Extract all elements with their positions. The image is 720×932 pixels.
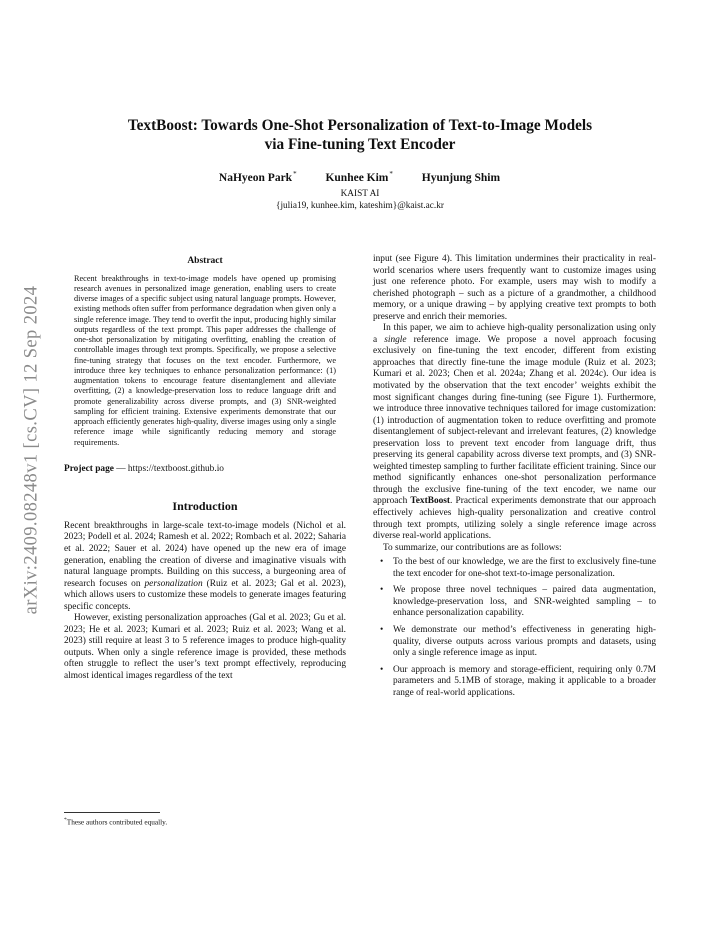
affiliation-block: [80, 188, 640, 212]
author: Hyunjung Shim: [421, 171, 501, 184]
author: Kunhee Kim*: [325, 170, 393, 184]
affiliation: KAIST AI: [340, 189, 380, 199]
abstract-heading: Abstract: [187, 256, 223, 266]
list-item: • We propose three novel techniques – paired data augmentation, knowledge-preservation loss, and SNR-weighted sampling – to enhance personalization capability.: [373, 585, 656, 620]
author: NaHyeon Park*: [218, 170, 297, 184]
title-line-2: via Fine-tuning Text Encoder: [264, 136, 456, 153]
author-list: [80, 170, 640, 184]
right-column: [373, 254, 656, 704]
contributions-lead: To summarize, our contributions are as follows:: [383, 542, 562, 553]
paper-title: [80, 116, 640, 154]
footnote-rule: [64, 812, 160, 813]
footnote: *These authors contributed equally.: [64, 812, 346, 826]
arxiv-sidebar: [12, 220, 52, 680]
intro-paragraph-4: In this paper, we aim to achieve high-quality personalization using only a single reference image. We propose a novel approach focusing exclusively on fine-tuning the text encoder, different from existing approaches that directly fine-tune the image module (Ruiz et al. 2023; Kumari et al. 2023; Chen et al. 2024a; Zhang et al. 2024c). Our idea is motivated by the observation that the text encoder’ weights exhibit the most significant changes during fine-tuning (see Figure 1). Furthermore, we introduce three innovative techniques tailored for image customization: (1) introduction of augmentation token to reduce overfitting and promote disentanglement of subject-relevant and irrelevant features, (2) knowledge preservation loss to prevent text encoder from language drift, thus preserving its general capability across diverse text prompts, and (3) SNR-weighted timestep sampling to further facilitate efficient training. Since our method significantly enhances one-shot personalization performance through the exclusive fine-tuning of the text encoder, we name our approach TextBoost. Practical experiments demonstrate that our approach effectively achieves high-quality personalization and creative control through text prompts, utilizing solely a single reference image across diverse real-world applications.: [373, 323, 657, 542]
intro-paragraph-3: input (see Figure 4). This limitation undermines their practicality in real-world scenarios where users frequently want to customize images using just one reference photo. For example, users may wish to modify a cherished photograph – such as a picture of a grandmother, a childhood memory, or a unique drawing – by applying creative text prompts to both preserve and enrich their memories.: [373, 254, 656, 322]
intro-paragraph-1: Recent breakthroughs in large-scale text-to-image models (Nichol et al. 2023; Podell et al. 2024; Ramesh et al. 2022; Rombach et al. 2022; Saharia et al. 2022; Sauer et al. 2024) have opened up the new era of image generation, enabling the creation of diverse and imaginative visuals with natural language prompts. Building on this success, a burgeoning area of research focuses on personalization (Ruiz et al. 2023; Gal et al. 2023), which allows users to customize these models to generate images featuring specific concepts.: [64, 520, 346, 612]
introduction-heading: Introduction: [172, 499, 238, 514]
footnote-text: These authors contributed equally.: [66, 817, 168, 827]
project-page-label: Project page: [64, 463, 114, 474]
list-item: • We demonstrate our method’s effectiveness in generating high-quality, diverse outputs across various prompts and datasets, using only a single reference image as input.: [373, 625, 656, 660]
title-line-1: TextBoost: Towards One-Shot Personalization of Text-to-Image Models: [127, 117, 593, 134]
intro-paragraph-2: However, existing personalization approaches (Gal et al. 2023; Gu et al. 2023; He et al. 2023; Kumari et al. 2023; Ruiz et al. 2023; Wang et al. 2023) still require at least 3 to 5 reference images to produce high-quality outputs. When only a single reference image is provided, these methods often struggle to reflect the user’s text prompt effectively, reproducing almost identical images regardless of the text: [64, 613, 346, 681]
project-page-link[interactable]: https://textboost.github.io: [127, 463, 224, 474]
project-page-line: Project page — https://textboost.github.io: [64, 463, 224, 474]
list-item: • Our approach is memory and storage-efficient, requiring only 0.7M parameters and 5.1MB of storage, making it applicable to a broader range of real-world applications.: [373, 665, 656, 700]
left-column: [64, 250, 346, 683]
list-item: • To the best of our knowledge, we are the first to exclusively fine-tune the text encoder for one-shot text-to-image personalization.: [373, 557, 656, 580]
contribution-list: [373, 557, 656, 699]
arxiv-identifier: arXiv:2409.08248v1 [cs.CV] 12 Sep 2024: [21, 285, 42, 615]
author-emails: {julia19, kunhee.kim, kateshim}@kaist.ac.kr: [275, 201, 444, 211]
abstract-text: Recent breakthroughs in text-to-image models have opened up promising research avenues in personalized image generation, enabling users to create diverse images of a specific subject using natural language prompts. However, existing methods often suffer from performance degradation when given only a single reference image. They tend to overfit the input, producing highly similar outputs regardless of the text prompt. This paper addresses the challenge of one-shot personalization by mitigating overfitting, enabling the creation of controllable images through text prompts. Specifically, we propose a selective fine-tuning strategy that focuses on the text encoder. Furthermore, we introduce three key techniques to enhance personalization performance: (1) augmentation tokens to encourage feature disentanglement and alleviate overfitting, (2) a knowledge-preservation loss to reduce language drift and promote generalizability across diverse prompts, and (3) SNR-weighted sampling for efficient training. Extensive experiments demonstrate that our approach efficiently generates high-quality, diverse images using only a single reference image while significantly reducing memory and storage requirements.: [74, 273, 336, 447]
